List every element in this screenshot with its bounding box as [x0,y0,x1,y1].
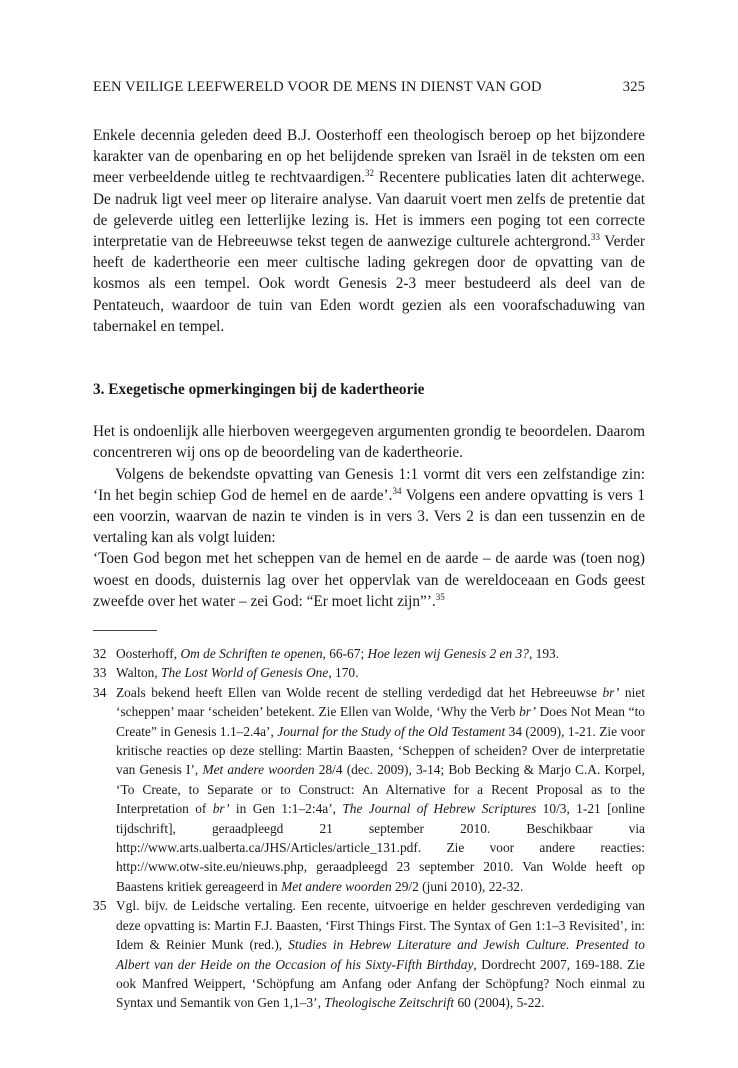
paragraph-2: Het is ondoenlijk alle hierboven weergegeven argumenten grondig te beoordelen. Daarom concentreren wij ons op de beoordeling van de kadertheorie. [93,423,645,462]
paragraph-3-text-a: Volgens de bekendste opvatting van Genesis 1:1 vormt dit vers een zelfstandige zin: ‘In het begin schiep God de hemel en de aarde’. [93,465,645,504]
footnote-italic-segment: br’ [602,684,620,700]
footnote-segment: Vgl. bijv. de Leidsche vertaling. Een recente, uitvoerige en helder geschreven verdediging van deze opvatting is: Martin F.J. Baasten, ‘First Things First. The Syntax of Gen 1:1–3 Revisited’, in: Idem & Reinier Munk (red.), [116,898,645,953]
body-text [93,125,645,612]
footnote-number: 32 [93,646,107,661]
block-quote [93,548,645,612]
paragraph-1-text-b: Recentere publicaties laten dit achterwege. De nadruk ligt veel meer op literaire analyse. Van daaruit voert men zelfs de pretentie dat de geleverde uitleg een letterlijke lezing is. Het is immers een poging tot een correcte interpretatie van de Hebreeuwse tekst tegen de aanwezige culturele achtergrond. [93,169,645,251]
footnote-number: 33 [93,665,107,681]
paragraph-1-text-a: Enkele decennia geleden deed B.J. Oosterhoff een theologisch beroep op het bijzondere karakter van de openbaring en op het belijdende spreken van Israël in de teksten om een meer verbeeldende uitleg te rechtvaardigen. [93,127,645,187]
quote-text: ‘Toen God begon met het scheppen van de hemel en de aarde – de aarde was (toen nog) woest en doods, duisternis lag over het oppervlak van de wereldoceaan en Gods geest zweefde over het water – zei God: “Er moet licht zijn”’. [93,550,645,610]
footnote-text [116,685,645,894]
footnote-32 [93,644,645,663]
footnote-separator [93,630,157,631]
footnotes [93,644,645,1013]
footnote-text [116,665,358,680]
paragraph-1-text-c: Verder heeft de kadertheorie een meer cultische lading gekregen door de opvatting van de kosmos als een tempel. Ook wordt Genesis 2-3 meer bestudeerd als deel van de Pentateuch, waardoor de tuin van Eden wordt gezien als een voorafschaduwing van tabernakel en tempel. [93,233,645,335]
footnote-segment: niet ‘scheppen’ maar ‘scheiden’ betekent. Zie Ellen van Wolde, ‘Why the Verb [116,684,645,720]
footnote-segment: , 66-67; [322,646,368,661]
footnote-segment: , Dordrecht 2007, 169-188. Zie ook Manfred Weippert, ‘Schöpfung am Anfang oder Anfang der Schöpfung? Noch einmal zu Syntax und Semantik von Gen 1,1–3’, [116,956,645,1011]
footnote-34 [93,683,645,896]
footnote-italic-segment: The Journal of Hebrew Scriptures [342,801,537,817]
footnote-segment: in Gen 1:1–2:4a’, [229,801,343,817]
footnote-35 [93,896,645,1012]
footnote-text [116,646,559,661]
footnote-segment: , 170. [328,665,359,681]
footnote-number: 35 [93,898,107,914]
footnote-segment: 29/2 (juni 2010), 22-32. [391,878,524,894]
footnote-italic-segment: Met andere woorden [281,878,392,894]
footnote-ref-33: 33 [590,231,600,242]
footnote-ref-35: 35 [435,591,445,602]
footnote-italic-segment: Journal for the Study of the Old Testament [277,723,506,739]
footnote-italic-segment: Studies in Hebrew Literature and Jewish Culture. Presented to Albert van der Heide on the Occasion of his Sixty-Fifth Birthday [116,937,645,972]
footnote-italic-segment: br’ [519,704,536,720]
footnote-number: 34 [93,684,107,700]
footnote-italic-segment: Om de Schriften te openen [180,646,323,661]
section-heading: 3. Exegetische opmerkingingen bij de kadertheorie [93,381,425,399]
footnote-segment: 34 (2009), 1-21. Zie voor kritische reacties op deze stelling: Martin Baasten, ‘Scheppen of scheiden? Over de interpretatie van Genesis I’, [116,723,645,778]
footnote-segment: , 193. [528,646,560,661]
footnote-segment: Walton, [116,665,162,681]
footnote-33 [93,663,645,682]
running-title: EEN VEILIGE LEEFWERELD VOOR DE MENS IN DIENST VAN GOD [93,79,542,95]
footnote-segment: 10/3, 1-21 [online tijdschrift], geraadpleegd 21 september 2010. Beschikbaar via http://www.arts.ualberta.ca/JHS/Articles/article_131.pdf. Zie voor andere reacties: http://www.otw-site.eu/nieuws.php, geraadpleegd 23 september 2010. Van Wolde heeft op Baastens kritiek gereageerd in [116,801,645,894]
footnote-italic-segment: Theologische Zeitschrift [324,995,455,1011]
footnote-ref-32: 32 [365,168,375,179]
page-number: 325 [622,79,645,95]
footnote-italic-segment: Hoe lezen wij Genesis 2 en 3? [367,646,529,661]
footnote-italic-segment: Met andere woorden [202,762,315,778]
footnote-ref-34: 34 [392,485,402,496]
paragraph-3 [93,464,645,549]
paragraph-3-text-b: Volgens een andere opvatting is vers 1 een voorzin, waarvan de nazin te vinden is in vers 3. Vers 2 is dan een tussenzin en de vertaling kan als volgt luiden: [93,486,645,547]
footnote-italic-segment: br’ [212,801,230,817]
footnote-segment: Does Not Mean “to Create” in Genesis 1.1–2.4a’, [116,704,645,739]
footnote-segment: Zoals bekend heeft Ellen van Wolde recent de stelling verdedigd dat het Hebreeuwse [116,684,603,700]
paragraph-1 [93,125,645,337]
footnote-segment: Oosterhoff, [116,646,181,661]
footnote-segment: 60 (2004), 5-22. [454,995,545,1011]
footnote-segment: 28/4 (dec. 2009), 3-14; Bob Becking & Marjo C.A. Korpel, ‘To Create, to Separate or to Construct: An Alternative for a Recent Proposal as to the Interpretation of [116,762,645,817]
footnote-text [116,898,645,1010]
footnote-italic-segment: The Lost World of Genesis One [161,665,329,681]
